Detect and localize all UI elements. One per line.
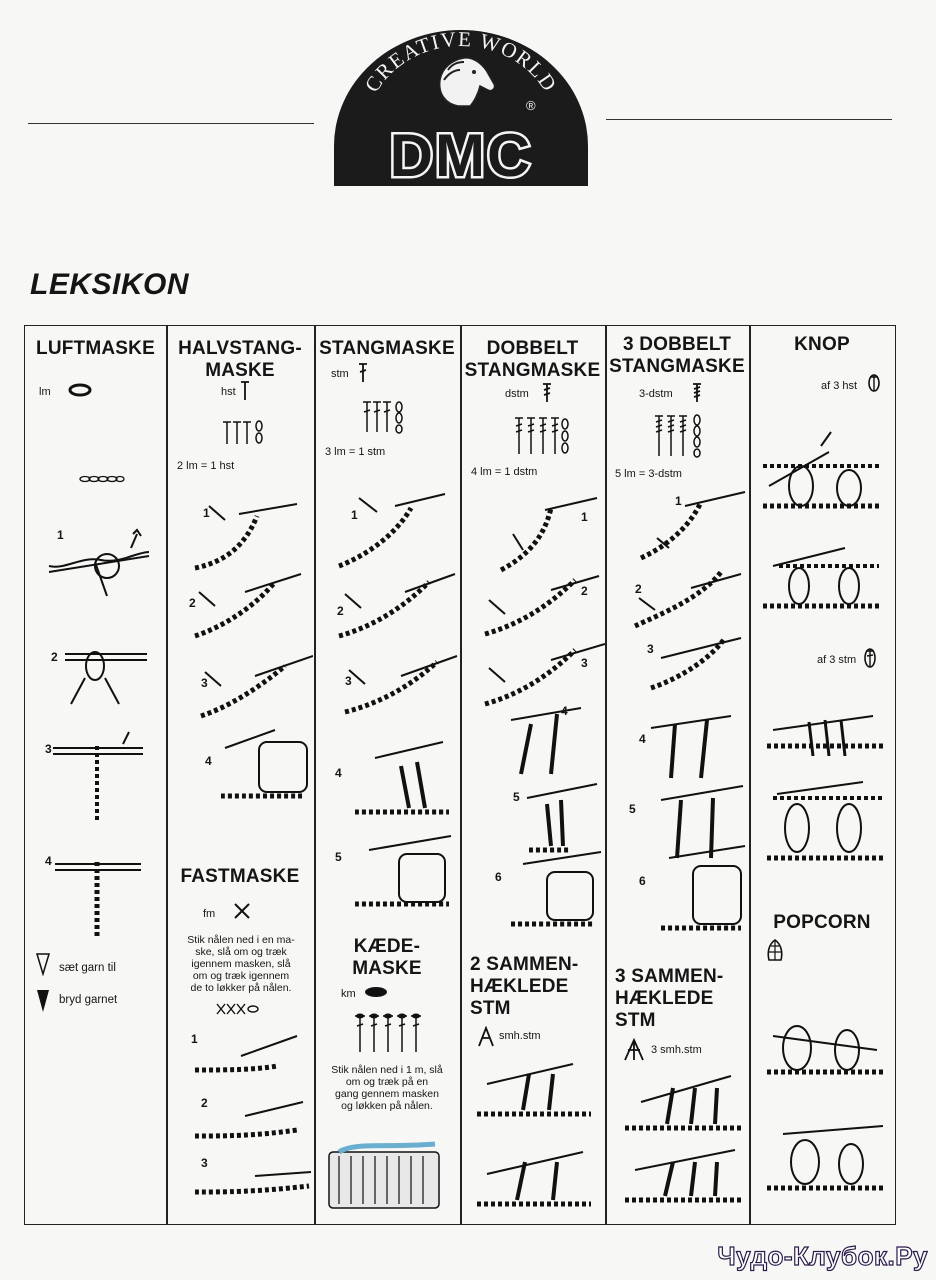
knop-hst-steps-diagram bbox=[759, 426, 889, 616]
popcorn-symbol-icon bbox=[765, 938, 785, 964]
dstm-symbol-icon bbox=[541, 382, 553, 404]
knop-hst-symbol-icon bbox=[867, 372, 881, 392]
heading-popcorn: POPCORN bbox=[773, 912, 871, 933]
instruction-fastmaske: Stik nålen ned i en ma- ske, slå om og træk igennem masken, slå om og træk igennem de to løkker på nålen. bbox=[187, 934, 295, 994]
step-number: 3 bbox=[345, 674, 352, 688]
abbr-af-3-stm: af 3 stm bbox=[817, 654, 857, 666]
header-rule-right bbox=[606, 119, 892, 120]
col-heading-dobbelt-stangmaske: DOBBELT STANGMASKE bbox=[464, 338, 601, 381]
add-yarn-triangle-icon bbox=[35, 952, 51, 976]
heading-kaedemaske: KÆDE- MASKE bbox=[352, 936, 422, 979]
knop-stm-steps-diagram bbox=[763, 706, 893, 866]
step-number: 3 bbox=[201, 676, 208, 690]
hst-steps-diagram bbox=[185, 496, 313, 826]
step-number: 4 bbox=[205, 754, 212, 768]
fm-chart-diagram bbox=[215, 1002, 261, 1018]
step-number: 2 bbox=[189, 596, 196, 610]
dmc-logo bbox=[330, 28, 592, 188]
knop-stm-symbol-icon bbox=[863, 646, 877, 668]
smh-stm-steps-diagram bbox=[473, 1054, 597, 1214]
chain-symbol-icon bbox=[67, 382, 93, 398]
heading-fastmaske: FASTMASKE bbox=[180, 866, 300, 887]
legend-cut-yarn: bryd garnet bbox=[59, 994, 118, 1006]
step-number: 2 bbox=[635, 582, 642, 596]
step-number: 5 bbox=[629, 802, 636, 816]
step-number: 3 bbox=[647, 642, 654, 656]
header-rule-left bbox=[28, 123, 314, 124]
chain-row-diagram bbox=[79, 474, 125, 484]
chain-step-1-diagram bbox=[45, 526, 155, 602]
equation-dstm: 4 lm = 1 dstm bbox=[471, 466, 538, 478]
step-number: 2 bbox=[581, 584, 588, 598]
equation-3-dstm: 5 lm = 3-dstm bbox=[615, 468, 682, 480]
chain-step-4-diagram bbox=[51, 844, 147, 940]
step-number: 1 bbox=[351, 508, 358, 522]
equation-hst: 2 lm = 1 hst bbox=[177, 460, 235, 472]
logo-mark: DMC bbox=[389, 122, 533, 188]
km-fabric-diagram bbox=[325, 1134, 443, 1210]
cut-yarn-triangle-icon bbox=[35, 988, 51, 1014]
step-number: 1 bbox=[581, 510, 588, 524]
step-number: 1 bbox=[675, 494, 682, 508]
step-number: 1 bbox=[203, 506, 210, 520]
stm-symbol-icon bbox=[357, 362, 369, 384]
3-dstm-chart-diagram bbox=[653, 412, 709, 460]
abbr-3-dstm: 3-dstm bbox=[639, 388, 673, 400]
heading-2-sammenhaeklede-stm: 2 SAMMEN- HÆKLEDE STM bbox=[470, 954, 579, 1019]
step-number: 5 bbox=[335, 850, 342, 864]
step-number: 3 bbox=[201, 1156, 208, 1170]
abbr-3-smh-stm: 3 smh.stm bbox=[651, 1044, 702, 1056]
legend-add-yarn: sæt garn til bbox=[59, 962, 116, 974]
3-dstm-steps-diagram bbox=[621, 488, 749, 938]
instruction-kaedemaske: Stik nålen ned i 1 m, slå om og træk på en gang gennem masken og løkken på nålen. bbox=[331, 1064, 443, 1112]
step-number: 1 bbox=[57, 528, 64, 542]
col-heading-luftmaske: LUFTMASKE bbox=[36, 338, 155, 359]
step-number: 6 bbox=[495, 870, 502, 884]
abbr-smh-stm: smh.stm bbox=[499, 1030, 541, 1042]
step-number: 5 bbox=[513, 790, 520, 804]
step-number: 2 bbox=[201, 1096, 208, 1110]
step-number: 4 bbox=[45, 854, 52, 868]
site-watermark: Чудо-Клубок.Ру bbox=[717, 1241, 928, 1271]
chain-step-3-diagram bbox=[49, 730, 149, 826]
abbr-stm: stm bbox=[331, 368, 349, 380]
step-number: 1 bbox=[191, 1032, 198, 1046]
step-number: 4 bbox=[639, 732, 646, 746]
step-number: 3 bbox=[45, 742, 52, 756]
fm-symbol-icon bbox=[233, 902, 251, 920]
step-number: 2 bbox=[337, 604, 344, 618]
hst-chart-diagram bbox=[221, 418, 267, 448]
col-heading-halvstangmaske: HALVSTANG- MASKE bbox=[178, 338, 302, 381]
stm-chart-diagram bbox=[361, 398, 407, 436]
step-number: 4 bbox=[335, 766, 342, 780]
abbr-km: km bbox=[341, 988, 356, 1000]
dstm-steps-diagram bbox=[471, 494, 605, 934]
col-heading-stangmaske: STANGMASKE bbox=[319, 338, 455, 359]
step-number: 2 bbox=[51, 650, 58, 664]
3-smh-stm-symbol-icon bbox=[623, 1038, 645, 1062]
heading-3-sammenhaeklede-stm: 3 SAMMEN- HÆKLEDE STM bbox=[615, 966, 724, 1031]
km-chart-diagram bbox=[353, 1012, 423, 1056]
smh-stm-symbol-icon bbox=[477, 1026, 495, 1048]
fm-steps-diagram bbox=[185, 1026, 313, 1196]
logo-arc-text: CREATIVE WORLD bbox=[359, 28, 563, 97]
stitch-lexicon-table bbox=[24, 325, 896, 1225]
col-heading-knop: KNOP bbox=[794, 334, 850, 355]
dstm-chart-diagram bbox=[513, 414, 569, 458]
registered-mark: ® bbox=[526, 98, 536, 113]
chain-step-2-diagram bbox=[61, 638, 151, 708]
3-dstm-symbol-icon bbox=[691, 382, 703, 404]
abbr-lm: lm bbox=[39, 386, 51, 398]
popcorn-steps-diagram bbox=[763, 1006, 893, 1196]
km-symbol-icon bbox=[363, 986, 389, 998]
stm-steps-diagram bbox=[325, 486, 459, 916]
step-number: 4 bbox=[561, 704, 568, 718]
step-number: 3 bbox=[581, 656, 588, 670]
step-number: 6 bbox=[639, 874, 646, 888]
equation-stm: 3 lm = 1 stm bbox=[325, 446, 386, 458]
hst-symbol-icon bbox=[239, 380, 251, 402]
abbr-af-3-hst: af 3 hst bbox=[821, 380, 858, 392]
3-smh-stm-steps-diagram bbox=[621, 1066, 747, 1206]
abbr-hst: hst bbox=[221, 386, 236, 398]
abbr-fm: fm bbox=[203, 908, 216, 920]
abbr-dstm: dstm bbox=[505, 388, 529, 400]
page-title: LEKSIKON bbox=[30, 268, 190, 301]
col-heading-3-dobbelt-stangmaske: 3 DOBBELT STANGMASKE bbox=[609, 334, 745, 377]
